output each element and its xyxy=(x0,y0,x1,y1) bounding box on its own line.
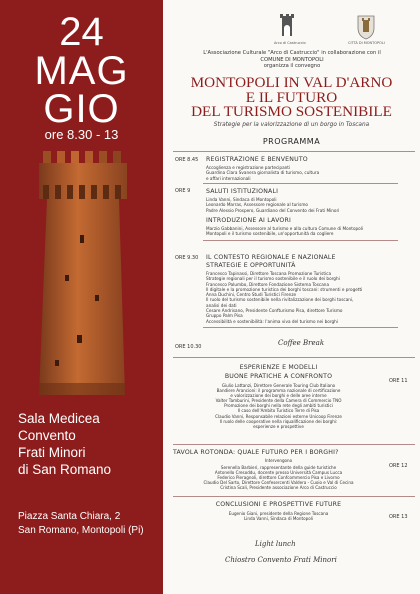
tower-illustration xyxy=(25,145,143,400)
body-line: Accessibilità e sostenibilità: l'anima viva del turismo nei borghi xyxy=(206,318,338,324)
light-lunch-label: Light lunch xyxy=(255,540,296,548)
comune-montopoli-crest xyxy=(354,12,378,40)
body-line: Linda Vanni, Sindaca di Montopoli xyxy=(244,516,313,522)
body-line: Cristina Scali, Presidente associazione Arco di Castruccio xyxy=(220,485,337,491)
event-day: 24 xyxy=(59,10,104,54)
body-line: esperienze e prospettive xyxy=(253,423,304,429)
time-slot: ORE 9 xyxy=(175,188,191,194)
divider xyxy=(173,151,415,152)
venue-name xyxy=(18,410,111,478)
section-body xyxy=(206,271,362,324)
body-line: Linda Vanni, Sindaca di Montopoli xyxy=(206,197,277,202)
body-line: Strategie regionali per il turismo sostenibile e il ruolo dei borghi xyxy=(206,276,340,282)
right-panel xyxy=(163,0,420,594)
body-line: Bandiere Arancioni: il programma nazionale di certificazione xyxy=(216,388,341,394)
time-slot: ORE 12 xyxy=(389,463,408,469)
section-heading: BUONE PRATICHE A CONFRONTO xyxy=(224,373,333,380)
divider xyxy=(203,183,398,184)
event-title xyxy=(165,76,418,120)
title-line: E IL FUTURO xyxy=(245,88,338,106)
venue-line: Convento xyxy=(18,428,76,443)
left-panel xyxy=(0,0,163,594)
title-line: MONTOPOLI IN VAL D'ARNO xyxy=(190,74,393,91)
section-body xyxy=(171,511,386,521)
event-month-part1: MAG xyxy=(34,49,129,93)
section-heading: CONCLUSIONI E PROSPETTIVE FUTURE xyxy=(215,501,342,508)
section-body xyxy=(171,383,386,429)
organizer-line: organizza il convegno xyxy=(263,63,321,70)
body-line: Il ruolo del turismo sostenibile nella rivitalizzazione dei borghi toscani, xyxy=(206,297,354,303)
event-month-part2: GIO xyxy=(43,87,120,131)
arco-di-castruccio-logo xyxy=(276,12,300,40)
body-line: e valorizzazione dei borghi e delle aree interne xyxy=(230,393,327,399)
coffee-break-label: Coffee Break xyxy=(278,339,325,347)
time-slot: ORE 11 xyxy=(389,378,408,384)
time-slot: ORE 8.45 xyxy=(175,157,199,163)
divider xyxy=(203,240,398,241)
venue-line: Sala Medicea xyxy=(18,411,100,426)
body-line: analisi dei dati xyxy=(206,302,237,308)
body-line: e affari internazionali xyxy=(206,175,251,181)
divider xyxy=(173,496,415,497)
body-line: Federico Pieragnoli, direttore Confcommercio Pisa e Livorno xyxy=(217,475,340,481)
body-line: Antonello Cresoddu, docente presso Università Campus Lucca xyxy=(214,470,343,476)
event-subtitle: Strategie per la valorizzazione di un borgo in Toscana xyxy=(213,122,370,128)
body-line: Accoglienza e registrazione partecipanti xyxy=(206,165,291,170)
body-line: Serenella Barbieri, rappresentante della guide turistiche xyxy=(220,465,337,470)
section-body xyxy=(206,197,339,213)
section-heading: REGISTRAZIONE E BENVENUTO xyxy=(206,156,308,163)
organizer-line: COMUNE DI MONTOPOLI xyxy=(260,56,324,63)
body-line: Cesare Andrisano, Presidente Confturismo Pisa, direttore Turismo xyxy=(206,308,343,314)
section-heading: STRATEGIE E OPPORTUNITÀ xyxy=(206,262,296,269)
body-line: Giulio Lattanzi, Direttore Generale Touring Club Italiano xyxy=(221,383,336,388)
section-heading: IL CONTESTO REGIONALE E NAZIONALE xyxy=(206,254,336,261)
time-slot: ORE 10.30 xyxy=(175,344,202,350)
section-body xyxy=(171,465,386,490)
body-line: Il caso dell'Ambito Turistico Terre di Pisa xyxy=(237,408,320,414)
section-heading: INTRODUZIONE AI LAVORI xyxy=(206,217,291,224)
divider xyxy=(203,327,398,328)
body-line: Leonardo Marras, Assessore regionale al turismo xyxy=(206,202,308,208)
venue-line: di San Romano xyxy=(18,462,112,477)
section-heading: ESPERIENZE E MODELLI xyxy=(239,364,318,371)
body-line: Marzio Gabbanini, Assessore al turismo e alla cultura Comune di Montopoli xyxy=(206,226,364,231)
lunch-location-label: Chiostro Convento Frati Minori xyxy=(225,556,337,564)
body-line: Promozione dei borghi nella rete degli ambiti turistici xyxy=(224,403,333,409)
body-line: Eugenio Giani, presidente della Regione Toscana xyxy=(228,511,329,516)
organizer-text xyxy=(167,50,417,70)
section-body xyxy=(206,165,319,181)
section-heading: TAVOLA ROTONDA: QUALE FUTURO PER I BORGHI? xyxy=(173,449,339,456)
venue-line: Frati Minori xyxy=(18,445,86,460)
logos-area xyxy=(268,12,408,50)
programma-heading: PROGRAMMA xyxy=(262,137,321,146)
body-line: Claudio Vanni, Responsabile relazioni esterne Unicoop Firenze xyxy=(215,413,342,419)
title-line: DEL TURISMO SOSTENIBILE xyxy=(191,103,392,121)
section-heading: SALUTI ISTITUZIONALI xyxy=(206,188,279,195)
logo2-caption: CITTÀ DI MONTOPOLI xyxy=(348,41,385,45)
time-slot: ORE 9.30 xyxy=(175,255,199,261)
body-line: Montopoli e il turismo sostenibile, un'opportunità da cogliere xyxy=(206,231,334,237)
address-line: San Romano, Montopoli (Pi) xyxy=(18,525,144,536)
intervengono-label: Intervengono xyxy=(264,458,293,463)
event-hours: ore 8.30 - 13 xyxy=(44,127,119,142)
organizer-line: L'Associazione Culturale "Arco di Castruccio" in collaborazione con il xyxy=(203,50,381,56)
body-line: Claudio Del Sarto, Direttore Confesercenti Valdera - Cuoio e Val di Cecina xyxy=(203,480,354,486)
section-body xyxy=(206,226,363,237)
body-line: Il digitale e la promozione turistica dei borghi toscani: strumenti e progetti xyxy=(206,286,363,292)
divider xyxy=(173,444,415,445)
address-line: Piazza Santa Chiara, 2 xyxy=(18,511,121,522)
body-line: Francesco Palumbo, Direttore Fondazione Sistema Toscana xyxy=(206,281,330,287)
body-line: Anna Duchini, Centro Studi Turistici Firenze xyxy=(206,292,297,298)
body-line: Guardina Clara Svanera giornalista di turismo, cultura xyxy=(206,170,320,176)
divider xyxy=(173,357,415,358)
body-line: Il ruolo delle cooperative nella riqualificazione dei borghi: xyxy=(219,418,338,424)
logo1-caption: Arco di Castruccio xyxy=(274,41,306,45)
time-slot: ORE 13 xyxy=(389,514,408,520)
body-line: Gruppo Palm Pisa xyxy=(206,313,243,319)
body-line: Padre Alessio Prospero, Guardiano del Convento dei Frati Minori xyxy=(206,207,340,213)
venue-address xyxy=(18,510,144,538)
body-line: Valter Tamburini, Presidente della Camera di Commercio TNO xyxy=(215,398,342,404)
body-line: Francesco Tapinassi, Direttore Toscana Promozione Turistica xyxy=(206,271,332,276)
